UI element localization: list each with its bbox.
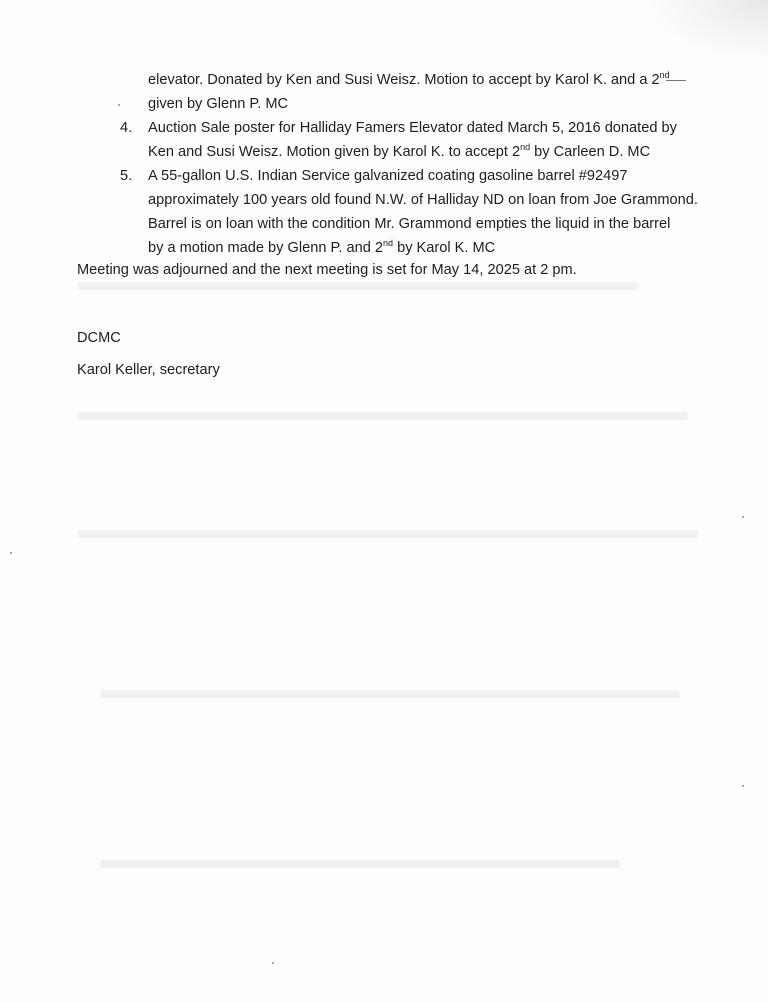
item5-line3: Barrel is on loan with the condition Mr. Grammond empties the liquid in the barrel <box>148 216 671 232</box>
bleed-through <box>78 282 638 290</box>
item3-continuation-line2 <box>148 96 288 112</box>
bleed-through <box>100 860 620 868</box>
closing-text: DCMC <box>77 330 121 346</box>
margin-mark <box>666 80 686 81</box>
item5-line4-post: by Karol K. MC <box>393 240 496 256</box>
signature-line: Karol Keller, secretary <box>77 362 220 378</box>
item5-line1: A 55-gallon U.S. Indian Service galvanized coating gasoline barrel #92497 <box>148 168 628 184</box>
item3-continuation-line1 <box>148 72 670 88</box>
speck <box>118 104 120 106</box>
bleed-through <box>78 530 698 538</box>
item4-line2-pre: Ken and Susi Weisz. Motion given by Karol K. to accept 2 <box>148 144 521 160</box>
item5-line2: approximately 100 years old found N.W. of Halliday ND on loan from Joe Grammond. <box>148 192 698 208</box>
speck <box>742 785 744 787</box>
item3-line1-text: elevator. Donated by Ken and Susi Weisz. Motion to accept by Karol K. and a 2 <box>148 72 660 88</box>
item4-line2-sup: nd <box>520 142 531 152</box>
speck <box>742 516 744 518</box>
speck <box>272 962 274 964</box>
item5-line4-pre: by a motion made by Glenn P. and 2 <box>148 240 384 256</box>
bleed-through <box>78 412 688 420</box>
item3-line2-text: given by Glenn P. MC <box>148 96 289 112</box>
speck <box>10 552 12 554</box>
item5-line4-sup: nd <box>383 238 394 248</box>
item5-number: 5. <box>120 168 133 184</box>
scan-shadow <box>648 0 768 60</box>
item3-line1-sup: nd <box>659 70 670 80</box>
bleed-through <box>100 690 680 698</box>
item5-line4 <box>148 240 495 256</box>
item4-line2 <box>148 144 650 160</box>
item4-number: 4. <box>120 120 133 136</box>
item4-line1: Auction Sale poster for Halliday Famers Elevator dated March 5, 2016 donated by <box>148 120 677 136</box>
adjourned-text: Meeting was adjourned and the next meeting is set for May 14, 2025 at 2 pm. <box>77 262 577 278</box>
item4-line2-post: by Carleen D. MC <box>530 144 651 160</box>
